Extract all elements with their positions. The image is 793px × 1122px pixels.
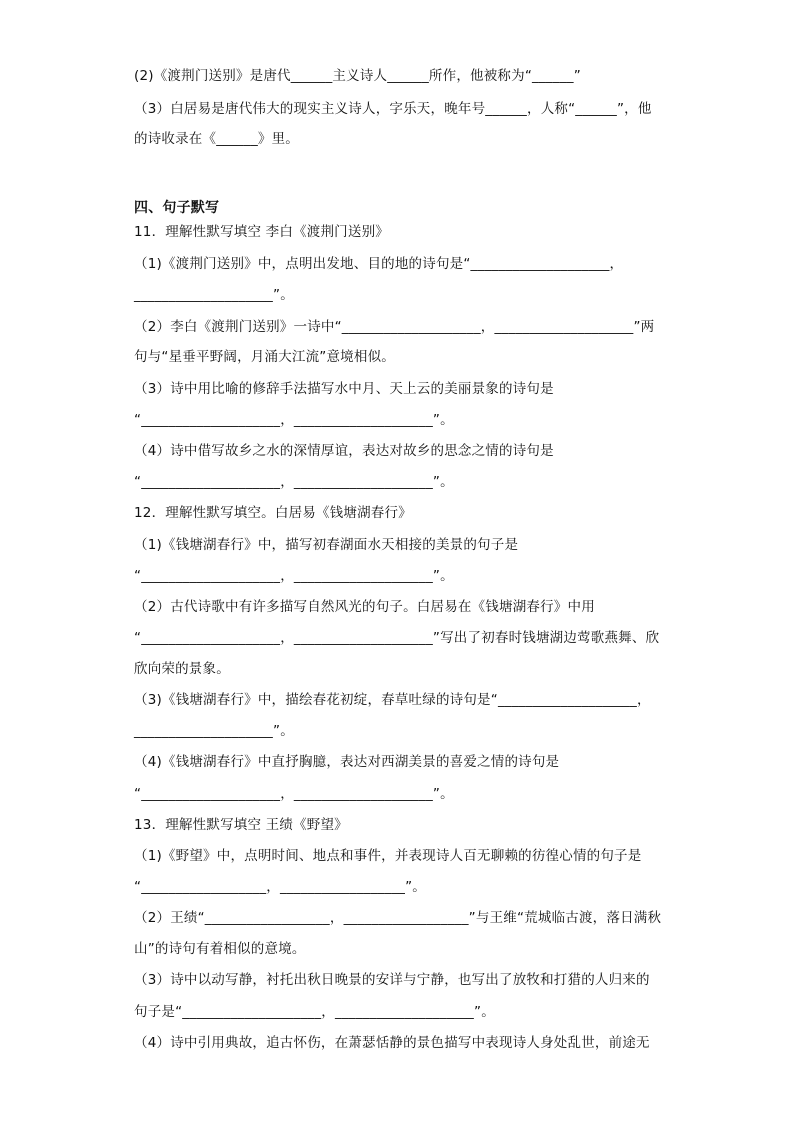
text-line: （3）诗中用比喻的修辞手法描写水中月、天上云的美丽景象的诗句是 (134, 381, 554, 397)
text-line: ____________________”。 (134, 287, 294, 303)
text-line: ____________________”。 (134, 723, 294, 739)
text-line: （3)《钱塘湖春行》中，描绘春花初绽，春草吐绿的诗句是“____________________， (134, 692, 651, 708)
text-line: （4）诗中引用典故，追古怀伤，在萧瑟恬静的景色描写中表现诗人身处乱世，前途无 (134, 1035, 650, 1051)
text-line: 句与“星垂平野阔，月涌大江流”意境相似。 (134, 349, 395, 365)
question-title: 11．理解性默写填空 李白《渡荆门送别》 (134, 224, 389, 240)
text-line: （2）李白《渡荆门送别》一诗中“____________________，____________________”两 (134, 319, 655, 335)
text-line: “____________________，____________________”。 (134, 786, 454, 802)
text-line: “____________________，____________________”。 (134, 412, 454, 428)
text-line: 山”的诗句有着相似的意境。 (134, 941, 306, 957)
text-line: “____________________，____________________”。 (134, 474, 454, 490)
text-line: 的诗收录在《______》里。 (134, 131, 299, 147)
text-line: （3）诗中以动写静，衬托出秋日晚景的安详与宁静，也写出了放牧和打猎的人归来的 (134, 972, 650, 988)
text-line: （1)《渡荆门送别》中，点明出发地、目的地的诗句是“____________________， (134, 256, 624, 272)
text-line: （3）白居易是唐代伟大的现实主义诗人，字乐天，晚年号______，人称“______”，他 (134, 101, 652, 117)
text-line: （2）古代诗歌中有许多描写自然风光的句子。白居易在《钱塘湖春行》中用 (134, 599, 595, 615)
text-line: （1)《野望》中，点明时间、地点和事件，并表现诗人百无聊赖的彷徨心情的句子是 (134, 848, 642, 864)
text-line: “__________________，__________________”。 (134, 879, 426, 895)
section-heading: 四、句子默写 (134, 200, 220, 216)
text-line: （4)《钱塘湖春行》中直抒胸臆，表达对西湖美景的喜爱之情的诗句是 (134, 754, 560, 770)
text-line: “____________________，____________________”写出了初春时钱塘湖边莺歌燕舞、欣 (134, 630, 660, 646)
question-title: 13．理解性默写填空 王绩《野望》 (134, 817, 348, 833)
text-line: “____________________，____________________”。 (134, 568, 454, 584)
text-line: （2）王绩“__________________，__________________”与王维“荒城临古渡，落日满秋 (134, 910, 662, 926)
text-line: （1)《钱塘湖春行》中，描写初春湖面水天相接的美景的句子是 (134, 537, 519, 553)
text-line: （4）诗中借写故乡之水的深情厚谊，表达对故乡的思念之情的诗句是 (134, 443, 554, 459)
text-line: 欣向荣的景象。 (134, 661, 230, 677)
question-title: 12．理解性默写填空。白居易《钱塘湖春行》 (134, 505, 412, 521)
text-line: 句子是“____________________，____________________”。 (134, 1004, 495, 1020)
text-line: (2)《渡荆门送别》是唐代______主义诗人______所作，他被称为“______” (134, 68, 581, 84)
